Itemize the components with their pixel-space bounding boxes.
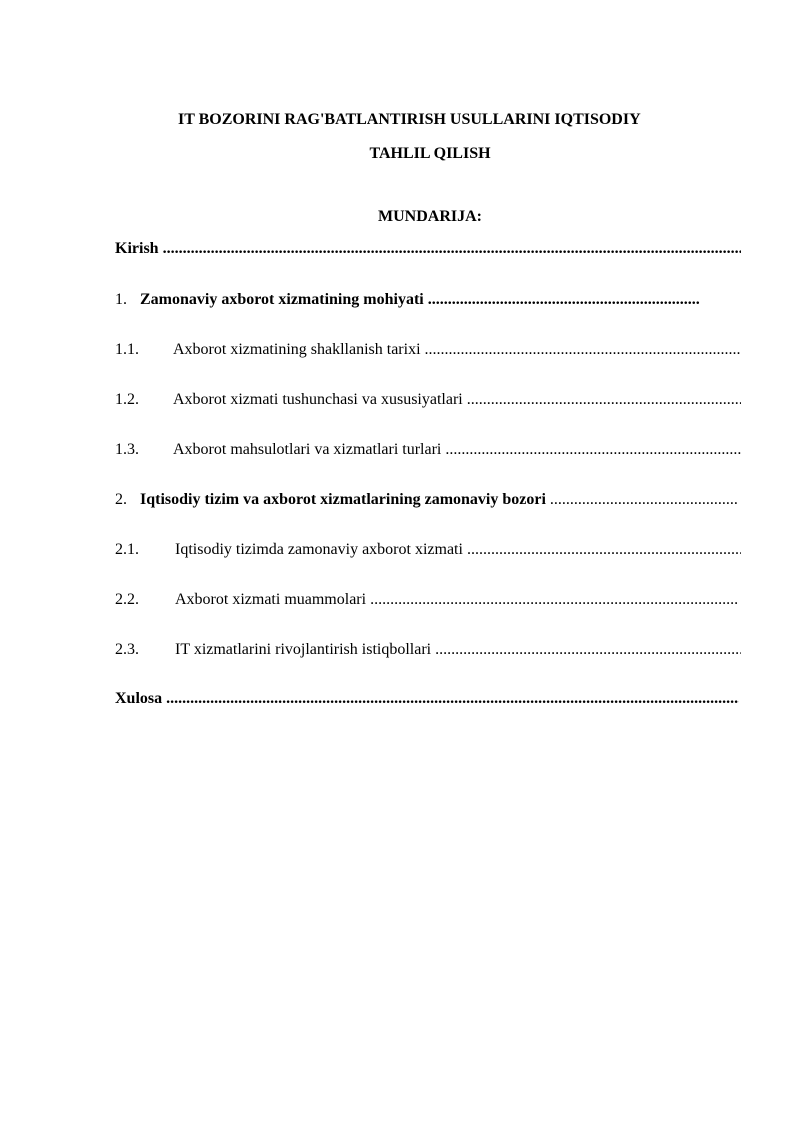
toc-entry-number: 1. [115, 291, 127, 308]
toc-entry-number: 2.1. [115, 541, 139, 558]
toc-entry-number: 1.3. [115, 441, 139, 458]
toc-entry-number: 2.3. [115, 641, 139, 658]
toc-entry-text: Axborot xizmati tushunchasi va xususiyatlari [173, 391, 463, 408]
toc-entry-text: IT xizmatlarini rivojlantirish istiqbollari [175, 641, 432, 658]
contents-heading: MUNDARIJA: [378, 208, 482, 225]
toc-entry-text: Iqtisodiy tizimda zamonaviy axborot xizmati [175, 541, 463, 558]
document-title-line-2: TAHLIL QILISH [369, 145, 491, 162]
toc-entry-text: Xulosa [115, 690, 163, 707]
toc-dot-leader [546, 487, 737, 513]
toc-entry-section-2 [115, 487, 737, 513]
toc-dot-leader [463, 387, 741, 413]
toc-entry-1-3 [115, 437, 741, 463]
toc-entry-section-1 [115, 287, 700, 313]
toc-entry-1-2 [115, 387, 741, 413]
document-title-line-1: IT BOZORINI RAG'BATLANTIRISH USULLARINI IQTISODIY [178, 111, 641, 128]
toc-entry-number: 2. [115, 491, 127, 508]
toc-dot-leader [159, 236, 741, 262]
toc-entry-text: Kirish [115, 240, 159, 257]
toc-entry-conclusion [115, 686, 739, 712]
toc-entry-text: Axborot xizmatining shakllanish tarixi [173, 341, 421, 358]
toc-entry-number: 1.2. [115, 391, 139, 408]
toc-entry-1-1 [115, 337, 741, 363]
toc-entry-text: Zamonaviy axborot xizmatining mohiyati [140, 291, 424, 308]
toc-entry-2-2 [115, 587, 738, 613]
toc-entry-number: 1.1. [115, 341, 139, 358]
toc-entry-text: Axborot mahsulotlari va xizmatlari turlari [173, 441, 442, 458]
toc-entry-text: Iqtisodiy tizim va axborot xizmatlarining zamonaviy bozori [140, 491, 546, 508]
toc-entry-text: Axborot xizmati muammolari [175, 591, 367, 608]
toc-dot-leader [421, 337, 741, 363]
toc-dot-leader [366, 587, 738, 613]
toc-dot-leader [463, 537, 741, 563]
toc-dot-leader [441, 437, 741, 463]
toc-dot-leader [162, 686, 739, 712]
toc-entry-2-3 [115, 637, 741, 663]
toc-dot-leader [424, 287, 700, 313]
toc-dot-leader [431, 637, 741, 663]
toc-entry-intro [115, 236, 741, 262]
toc-entry-2-1 [115, 537, 741, 563]
toc-entry-number: 2.2. [115, 591, 139, 608]
